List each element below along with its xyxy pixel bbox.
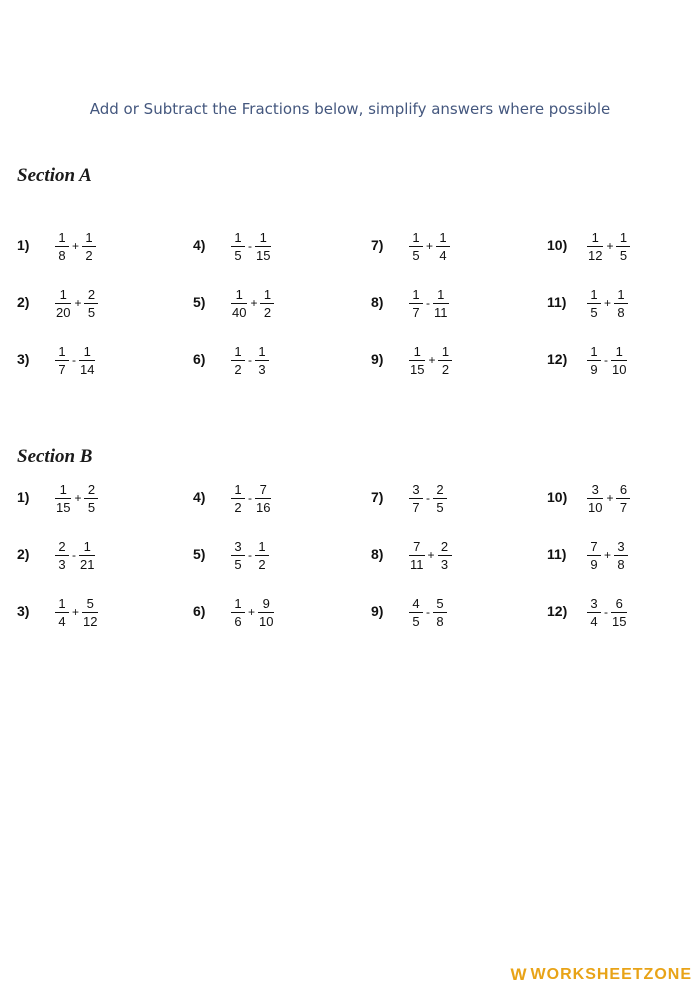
problem-item [17, 592, 167, 632]
fraction-bar [82, 612, 98, 613]
fraction-bar [587, 555, 601, 556]
fraction-bar [611, 360, 627, 361]
fraction-b [614, 539, 628, 572]
denominator: 15 [256, 247, 271, 263]
problem-item [371, 226, 521, 266]
problem-item [547, 226, 697, 266]
fraction-a [409, 287, 423, 320]
denominator: 3 [58, 556, 66, 572]
fraction-expression [231, 478, 271, 518]
fraction-expression [409, 535, 452, 575]
fraction-a [587, 482, 603, 515]
worksheetzone-logo [511, 965, 693, 985]
fraction-b [433, 287, 449, 320]
denominator: 12 [83, 613, 98, 629]
fraction-expression [55, 535, 95, 575]
fraction-b [84, 482, 98, 515]
fraction-a [55, 230, 69, 263]
problem-item [547, 535, 697, 575]
fraction-expression [409, 226, 450, 266]
problem-number: 9) [371, 603, 384, 619]
problem-number: 3) [17, 351, 30, 367]
fraction-expression [231, 226, 271, 266]
operator: + [250, 296, 258, 310]
problem-item [547, 592, 697, 632]
denominator: 15 [612, 613, 627, 629]
problem-item [547, 340, 697, 380]
denominator: 10 [259, 613, 274, 629]
fraction-expression [587, 592, 627, 632]
problem-item [193, 592, 343, 632]
numerator: 3 [234, 538, 242, 554]
fraction-bar [231, 555, 245, 556]
fraction-bar [55, 612, 69, 613]
numerator: 7 [413, 538, 421, 554]
fraction-bar [438, 555, 452, 556]
fraction-bar [84, 303, 98, 304]
fraction-a [409, 344, 425, 377]
fraction-bar [55, 303, 71, 304]
problem-number: 4) [193, 237, 206, 253]
denominator: 12 [588, 247, 603, 263]
fraction-bar [55, 498, 71, 499]
fraction-bar [587, 303, 601, 304]
operator: - [72, 548, 76, 562]
fraction-a [231, 344, 245, 377]
denominator: 2 [234, 361, 242, 377]
operator: - [248, 548, 252, 562]
fraction-b [258, 596, 274, 629]
problem-number: 5) [193, 546, 206, 562]
problem-item [371, 592, 521, 632]
problem-item [547, 478, 697, 518]
fraction-a [55, 287, 71, 320]
fraction-a [55, 344, 69, 377]
numerator: 3 [412, 481, 420, 497]
denominator: 7 [412, 304, 420, 320]
denominator: 5 [619, 247, 628, 263]
fraction-a [587, 287, 601, 320]
problem-item [193, 226, 343, 266]
problem-number: 10) [547, 237, 568, 253]
fraction-a [55, 539, 69, 572]
operator: + [606, 239, 614, 253]
problem-number: 11) [547, 546, 567, 562]
numerator: 2 [87, 481, 96, 497]
problem-item [193, 535, 343, 575]
numerator: 4 [412, 595, 420, 611]
denominator: 40 [232, 304, 247, 320]
operator: + [74, 296, 82, 310]
operator: - [248, 353, 252, 367]
numerator: 1 [439, 229, 447, 245]
operator: + [74, 491, 82, 505]
section-b-title: Section B [17, 446, 93, 467]
fraction-bar [587, 498, 603, 499]
denominator: 10 [588, 499, 603, 515]
denominator: 15 [410, 361, 425, 377]
fraction-expression [409, 340, 452, 380]
numerator: 7 [259, 481, 267, 497]
fraction-a [587, 230, 603, 263]
problem-number: 8) [371, 294, 384, 310]
numerator: 6 [615, 595, 623, 611]
numerator: 1 [234, 229, 242, 245]
fraction-expression [55, 340, 95, 380]
problem-number: 6) [193, 351, 206, 367]
problem-number: 12) [547, 351, 568, 367]
problem-number: 8) [371, 546, 384, 562]
problem-item [17, 478, 167, 518]
problem-number: 10) [547, 489, 568, 505]
fraction-b [438, 344, 452, 377]
fraction-bar [231, 246, 245, 247]
fraction-a [231, 596, 245, 629]
numerator: 1 [234, 343, 242, 359]
fraction-expression [55, 592, 98, 632]
fraction-expression [587, 283, 628, 323]
fraction-bar [409, 246, 423, 247]
denominator: 11 [410, 556, 424, 572]
fraction-bar [55, 360, 69, 361]
fraction-b [255, 539, 269, 572]
numerator: 1 [412, 229, 420, 245]
denominator: 2 [234, 499, 242, 515]
denominator: 9 [590, 361, 598, 377]
denominator: 20 [56, 304, 71, 320]
fraction-a [55, 596, 69, 629]
problem-number: 11) [547, 294, 567, 310]
fraction-expression [587, 226, 630, 266]
fraction-bar [255, 555, 269, 556]
denominator: 5 [234, 247, 242, 263]
denominator: 8 [617, 556, 625, 572]
denominator: 4 [590, 613, 598, 629]
problem-item [193, 478, 343, 518]
fraction-bar [438, 360, 452, 361]
denominator: 5 [412, 613, 420, 629]
problem-number: 2) [17, 546, 30, 562]
numerator: 1 [413, 343, 421, 359]
instructions: Add or Subtract the Fractions below, simplify answers where possible [89, 100, 611, 118]
operator: + [606, 491, 614, 505]
denominator: 8 [436, 613, 444, 629]
numerator: 2 [440, 538, 449, 554]
denominator: 2 [441, 361, 450, 377]
fraction-bar [79, 555, 95, 556]
numerator: 1 [259, 229, 267, 245]
fraction-b [436, 230, 450, 263]
fraction-expression [409, 592, 447, 632]
fraction-bar [260, 303, 274, 304]
numerator: 1 [441, 343, 450, 359]
operator: - [604, 605, 608, 619]
fraction-bar [255, 246, 271, 247]
denominator: 8 [58, 247, 66, 263]
fraction-bar [587, 246, 603, 247]
denominator: 5 [412, 247, 420, 263]
fraction-a [587, 344, 601, 377]
operator: + [604, 296, 612, 310]
fraction-bar [616, 498, 630, 499]
problem-number: 3) [17, 603, 30, 619]
problem-number: 5) [193, 294, 206, 310]
fraction-b [433, 482, 447, 515]
operator: - [426, 605, 430, 619]
numerator: 1 [59, 286, 67, 302]
fraction-b [616, 230, 630, 263]
fraction-expression [587, 535, 628, 575]
fraction-b [438, 539, 452, 572]
numerator: 6 [619, 481, 628, 497]
denominator: 5 [87, 304, 96, 320]
fraction-expression [231, 283, 274, 323]
worksheetzone-logo-icon: W [510, 965, 525, 984]
fraction-a [231, 539, 245, 572]
fraction-b [255, 230, 271, 263]
fraction-a [55, 482, 71, 515]
denominator: 5 [87, 499, 96, 515]
fraction-expression [231, 592, 274, 632]
denominator: 14 [80, 361, 95, 377]
fraction-a [231, 287, 247, 320]
operator: + [72, 239, 80, 253]
numerator: 1 [591, 229, 599, 245]
fraction-b [611, 596, 627, 629]
numerator: 5 [436, 595, 444, 611]
problem-number: 6) [193, 603, 206, 619]
fraction-expression [409, 478, 447, 518]
operator: - [72, 353, 76, 367]
numerator: 1 [590, 343, 598, 359]
fraction-a [231, 230, 245, 263]
fraction-b [82, 596, 98, 629]
fraction-bar [436, 246, 450, 247]
fraction-a [231, 482, 245, 515]
denominator: 21 [80, 556, 95, 572]
problem-item [371, 283, 521, 323]
problem-item [371, 535, 521, 575]
denominator: 5 [590, 304, 598, 320]
fraction-bar [587, 612, 601, 613]
brand-name: WORKSHEETZONE [530, 966, 692, 983]
numerator: 1 [590, 286, 598, 302]
numerator: 1 [85, 229, 93, 245]
numerator: 1 [258, 538, 266, 554]
operator: - [248, 491, 252, 505]
operator: + [604, 548, 612, 562]
section-a-problems [0, 226, 700, 406]
denominator: 4 [58, 613, 66, 629]
problem-number: 4) [193, 489, 206, 505]
operator: - [248, 239, 252, 253]
numerator: 5 [86, 595, 94, 611]
problem-item [547, 283, 697, 323]
fraction-b [255, 482, 271, 515]
numerator: 1 [258, 343, 266, 359]
fraction-expression [55, 478, 98, 518]
denominator: 15 [56, 499, 71, 515]
numerator: 1 [83, 538, 91, 554]
denominator: 9 [590, 556, 598, 572]
problem-number: 9) [371, 351, 384, 367]
denominator: 8 [617, 304, 625, 320]
fraction-b [79, 539, 95, 572]
denominator: 5 [234, 556, 242, 572]
denominator: 3 [258, 361, 266, 377]
fraction-a [409, 596, 423, 629]
fraction-a [409, 539, 425, 572]
fraction-bar [231, 360, 245, 361]
fraction-expression [231, 340, 269, 380]
fraction-expression [55, 226, 96, 266]
operator: - [426, 491, 430, 505]
fraction-b [614, 287, 628, 320]
fraction-bar [82, 246, 96, 247]
operator: + [248, 605, 256, 619]
problem-item [371, 478, 521, 518]
fraction-bar [616, 246, 630, 247]
denominator: 7 [412, 499, 420, 515]
numerator: 1 [412, 286, 420, 302]
fraction-bar [409, 555, 425, 556]
fraction-bar [409, 498, 423, 499]
fraction-b [79, 344, 95, 377]
problem-item [17, 226, 167, 266]
problem-number: 1) [17, 489, 30, 505]
fraction-bar [614, 555, 628, 556]
numerator: 1 [58, 595, 66, 611]
problem-item [17, 283, 167, 323]
operator: + [72, 605, 80, 619]
denominator: 11 [434, 304, 448, 320]
fraction-b [82, 230, 96, 263]
fraction-expression [55, 283, 98, 323]
fraction-expression [409, 283, 449, 323]
fraction-bar [409, 360, 425, 361]
operator: + [427, 548, 435, 562]
fraction-a [587, 539, 601, 572]
numerator: 2 [58, 538, 66, 554]
fraction-bar [231, 303, 247, 304]
numerator: 1 [619, 229, 628, 245]
fraction-b [260, 287, 274, 320]
fraction-bar [255, 360, 269, 361]
fraction-bar [409, 303, 423, 304]
fraction-b [611, 344, 627, 377]
numerator: 1 [58, 343, 66, 359]
numerator: 3 [617, 538, 625, 554]
numerator: 7 [590, 538, 598, 554]
problem-number: 12) [547, 603, 568, 619]
denominator: 16 [256, 499, 271, 515]
fraction-bar [611, 612, 627, 613]
problem-item [371, 340, 521, 380]
fraction-a [587, 596, 601, 629]
numerator: 1 [615, 343, 623, 359]
denominator: 3 [440, 556, 449, 572]
denominator: 2 [258, 556, 266, 572]
fraction-expression [587, 478, 630, 518]
fraction-a [409, 230, 423, 263]
denominator: 2 [85, 247, 93, 263]
denominator: 7 [619, 499, 628, 515]
section-a-title: Section A [17, 165, 92, 186]
numerator: 1 [58, 229, 66, 245]
fraction-b [255, 344, 269, 377]
numerator: 3 [591, 481, 599, 497]
fraction-bar [55, 555, 69, 556]
fraction-bar [255, 498, 271, 499]
numerator: 2 [87, 286, 96, 302]
problem-item [17, 535, 167, 575]
fraction-bar [55, 246, 69, 247]
denominator: 10 [612, 361, 627, 377]
numerator: 9 [262, 595, 270, 611]
operator: - [604, 353, 608, 367]
operator: + [426, 239, 434, 253]
fraction-bar [409, 612, 423, 613]
operator: - [426, 296, 430, 310]
fraction-expression [231, 535, 269, 575]
numerator: 2 [436, 481, 444, 497]
numerator: 1 [617, 286, 625, 302]
fraction-expression [587, 340, 627, 380]
fraction-bar [231, 612, 245, 613]
numerator: 1 [437, 286, 445, 302]
fraction-bar [433, 498, 447, 499]
numerator: 1 [234, 481, 242, 497]
denominator: 4 [439, 247, 447, 263]
fraction-b [433, 596, 447, 629]
section-b-problems [0, 478, 700, 658]
problem-number: 7) [371, 489, 384, 505]
problem-number: 1) [17, 237, 30, 253]
problem-item [193, 283, 343, 323]
problem-number: 7) [371, 237, 384, 253]
numerator: 1 [83, 343, 91, 359]
numerator: 1 [235, 286, 243, 302]
fraction-bar [433, 303, 449, 304]
fraction-bar [433, 612, 447, 613]
fraction-a [409, 482, 423, 515]
denominator: 5 [436, 499, 444, 515]
numerator: 3 [590, 595, 598, 611]
numerator: 1 [234, 595, 242, 611]
fraction-bar [231, 498, 245, 499]
operator: + [428, 353, 436, 367]
denominator: 2 [263, 304, 272, 320]
problem-item [17, 340, 167, 380]
fraction-bar [258, 612, 274, 613]
fraction-bar [587, 360, 601, 361]
denominator: 6 [234, 613, 242, 629]
fraction-bar [614, 303, 628, 304]
problem-item [193, 340, 343, 380]
fraction-bar [84, 498, 98, 499]
numerator: 1 [59, 481, 67, 497]
fraction-bar [79, 360, 95, 361]
fraction-b [84, 287, 98, 320]
problem-number: 2) [17, 294, 30, 310]
denominator: 7 [58, 361, 66, 377]
fraction-b [616, 482, 630, 515]
numerator: 1 [263, 286, 272, 302]
